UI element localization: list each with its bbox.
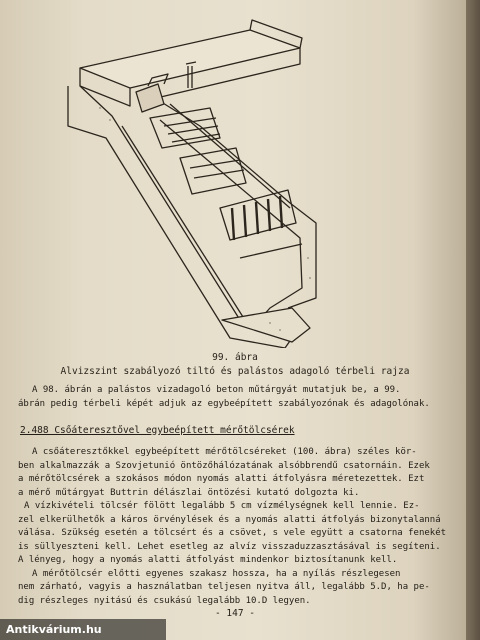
text-line: A mérőtölcsér előtti egyenes szakasz hossza, ha a nyílás részlegesen [32,568,401,579]
text-line: a mérőtölcsérek a szokásos módon nyomás alatti átfolyásra méretezettek. Ezt [18,474,425,484]
figure-number: 99. ábra [212,352,258,363]
text-line: is süllyeszteni kell. Lehet esetleg az alvíz visszaduzzasztásával is segíteni. [18,541,441,552]
section-heading: 2.488 Csőáteresztővel egybeépített mérőtölcsérek [20,425,295,436]
text-line: nem zárható, vagyis a használatban teljesen nyitva áll, legalább 5.D, ha pe- [18,582,430,592]
text-line: zel elkerülhetők a káros örvénylések és a nyomás alatti átfolyás bizonytalanná [18,514,441,525]
book-spine-shadow [466,0,480,640]
page-number: - 147 - [214,608,256,619]
paragraph-intro [18,384,458,411]
text-line: A vízkivételi tölcsér fölött legalább 5 cm vízmélységnek kell lennie. Ez- [24,501,420,511]
text-line: A lényeg, hogy a nyomás alatti átfolyást mindenkor biztosítanunk kell. [18,555,398,565]
text-line: válása. Szükség esetén a tölcsért és a csövet, s vele együtt a csatorna fenekét [18,528,447,538]
text-line: ábrán pedig térbeli képét adjuk az egybeépített szabályozónak és adagolónak. [18,398,430,409]
paragraph-body [18,446,458,608]
watermark-logo: Antikvárium.hu [0,619,166,640]
text-line: a mérő műtárgyat Buttrin délászlai öntözési kutató dolgozta ki. [18,487,360,498]
text-line: A 98. ábrán a palástos vizadagoló beton műtárgyát mutatjuk be, a 99. [32,385,401,395]
weir-drawing-illustration [40,8,350,348]
text-line: A csőáteresztőkkel egybeépített mérőtölcséreket (100. ábra) széles kör- [32,447,417,457]
text-line: dig részleges nyitású és csukású legalább 10.D legyen. [18,595,311,606]
text-line: ben alkalmazzák a Szovjetunió öntözőhálózatának alsóbbrendű csatornáin. Ezek [18,460,430,471]
figure-title: Alvizszint szabályozó tiltó és palástos adagoló térbeli rajza [60,366,410,377]
